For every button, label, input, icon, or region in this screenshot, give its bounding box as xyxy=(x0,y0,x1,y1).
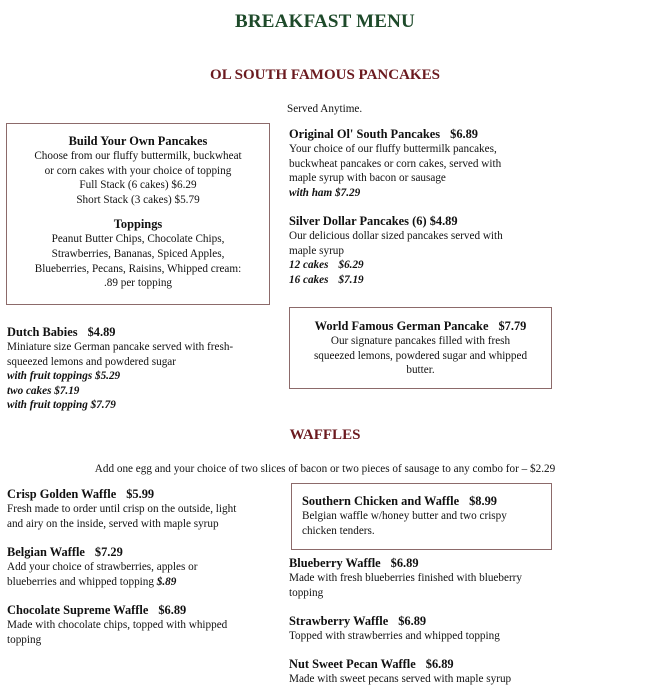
southern-chicken-desc-2: chicken tenders. xyxy=(302,524,375,537)
toppings-line-4: .89 per topping xyxy=(103,277,173,290)
dutch-babies-option: two cakes $7.19 xyxy=(7,384,80,397)
full-stack-price: Full Stack (6 cakes) $6.29 xyxy=(79,179,197,192)
crisp-golden-waffle-desc-1: Fresh made to order until crisp on the outside, light xyxy=(7,503,237,515)
build-your-own-desc-2: or corn cakes with your choice of topping xyxy=(44,164,232,177)
silver-dollar-name: Silver Dollar Pancakes xyxy=(289,214,410,228)
build-your-own-desc-1: Choose from our fluffy buttermilk, buckwheat xyxy=(34,150,242,162)
strawberry-waffle-item xyxy=(289,614,500,644)
dutch-babies-item xyxy=(7,325,233,413)
southern-chicken-desc-1: Belgian waffle w/honey butter and two crispy xyxy=(302,510,507,522)
blueberry-waffle-desc-2: topping xyxy=(289,586,324,599)
original-pancakes-desc-3: maple syrup with bacon or sausage xyxy=(289,172,446,185)
original-pancakes-desc-2: buckwheat pancakes or corn cakes, served with xyxy=(289,157,502,170)
toppings-line-2: Strawberries, Bananas, Spiced Apples, xyxy=(51,247,225,260)
build-your-own-box xyxy=(6,123,270,305)
blueberry-waffle-price: $6.89 xyxy=(390,556,419,570)
southern-chicken-price: $8.99 xyxy=(469,494,497,508)
served-anytime-note: Served Anytime. xyxy=(287,103,363,115)
southern-chicken-name: Southern Chicken and Waffle xyxy=(302,494,460,508)
crisp-golden-waffle-name: Crisp Golden Waffle xyxy=(7,487,117,501)
crisp-golden-waffle-desc-2: and airy on the inside, served with maple syrup xyxy=(7,517,219,530)
chocolate-waffle-desc-2: topping xyxy=(7,633,42,646)
german-pancake-box xyxy=(289,307,552,389)
toppings-line-1: Peanut Butter Chips, Chocolate Chips, xyxy=(51,233,225,246)
dutch-babies-name: Dutch Babies xyxy=(7,325,78,339)
silver-dollar-item xyxy=(289,214,503,287)
crisp-golden-waffle-price: $5.99 xyxy=(126,487,155,501)
pancakes-heading: OL SOUTH FAMOUS PANCAKES xyxy=(210,67,440,83)
southern-chicken-box xyxy=(291,483,552,550)
original-pancakes-price: $6.89 xyxy=(450,127,479,141)
belgian-waffle-desc-2: blueberries and whipped topping xyxy=(7,575,154,588)
belgian-waffle-price: $7.29 xyxy=(94,545,123,559)
pecan-waffle-desc-1: Made with sweet pecans served with maple syrup xyxy=(289,673,512,685)
chocolate-waffle-desc-1: Made with chocolate chips, topped with whipped xyxy=(7,619,228,631)
silver-dollar-option-price: $7.19 xyxy=(338,273,364,286)
pecan-waffle-name: Nut Sweet Pecan Waffle xyxy=(289,657,416,671)
silver-dollar-price: $4.89 xyxy=(429,214,458,228)
dutch-babies-price: $4.89 xyxy=(87,325,116,339)
toppings-line-3: Blueberries, Pecans, Raisins, Whipped cream: xyxy=(34,262,242,275)
page-title: BREAKFAST MENU xyxy=(235,11,415,32)
strawberry-waffle-price: $6.89 xyxy=(398,614,427,628)
dutch-babies-desc-2: squeezed lemons and powdered sugar xyxy=(7,355,176,368)
german-pancake-desc-2: squeezed lemons, powdered sugar and whipped xyxy=(313,349,528,362)
belgian-waffle-topping-price: $.89 xyxy=(156,575,177,588)
belgian-waffle-name: Belgian Waffle xyxy=(7,545,85,559)
strawberry-waffle-name: Strawberry Waffle xyxy=(289,614,389,628)
german-pancake-name: World Famous German Pancake xyxy=(314,319,489,333)
pecan-waffle-item xyxy=(289,657,511,687)
short-stack-price: Short Stack (3 cakes) $5.79 xyxy=(76,193,200,206)
silver-dollar-count: (6) xyxy=(412,214,427,228)
blueberry-waffle-desc-1: Made with fresh blueberries finished with blueberry xyxy=(289,572,523,584)
silver-dollar-desc-1: Our delicious dollar sized pancakes served with xyxy=(289,230,503,242)
silver-dollar-option-label: 12 cakes xyxy=(289,259,329,272)
silver-dollar-option-label: 16 cakes xyxy=(289,273,329,286)
german-pancake-desc-3: butter. xyxy=(406,364,435,377)
blueberry-waffle-name: Blueberry Waffle xyxy=(289,556,381,570)
original-pancakes-item xyxy=(289,127,501,200)
silver-dollar-option-price: $6.29 xyxy=(338,259,364,272)
waffles-heading: WAFFLES xyxy=(289,427,361,443)
dutch-babies-desc-1: Miniature size German pancake served with fresh- xyxy=(7,341,234,353)
chocolate-waffle-name: Chocolate Supreme Waffle xyxy=(7,603,149,617)
pecan-waffle-price: $6.89 xyxy=(425,657,454,671)
crisp-golden-waffle-item xyxy=(7,487,236,531)
belgian-waffle-item xyxy=(7,545,197,589)
chocolate-waffle-item xyxy=(7,603,227,647)
combo-note: Add one egg and your choice of two slices of bacon or two pieces of sausage to any combo for – $2.29 xyxy=(94,463,556,475)
blueberry-waffle-item xyxy=(289,556,522,600)
belgian-waffle-desc-1: Add your choice of strawberries, apples or xyxy=(7,561,198,573)
original-pancakes-name: Original Ol' South Pancakes xyxy=(289,127,441,141)
silver-dollar-desc-2: maple syrup xyxy=(289,244,344,257)
build-your-own-title: Build Your Own Pancakes xyxy=(68,134,208,148)
strawberry-waffle-desc-1: Topped with strawberries and whipped topping xyxy=(289,630,500,642)
toppings-title: Toppings xyxy=(113,217,163,232)
chocolate-waffle-price: $6.89 xyxy=(158,603,187,617)
german-pancake-desc-1: Our signature pancakes filled with fresh xyxy=(330,335,511,347)
original-pancakes-ham-option: with ham $7.29 xyxy=(289,186,361,199)
german-pancake-price: $7.79 xyxy=(498,319,527,333)
dutch-babies-option: with fruit topping $7.79 xyxy=(7,399,116,412)
original-pancakes-desc-1: Your choice of our fluffy buttermilk pancakes, xyxy=(289,143,497,155)
dutch-babies-option: with fruit toppings $5.29 xyxy=(7,370,121,383)
